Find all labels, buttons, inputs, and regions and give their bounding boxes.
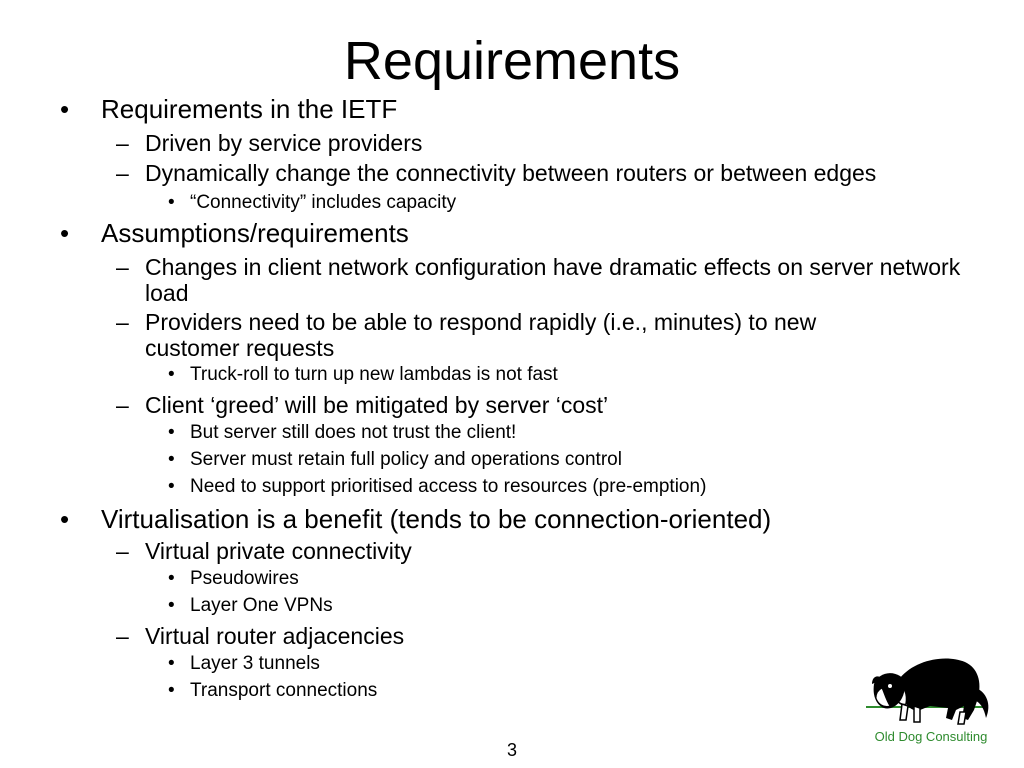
dash-marker: – [116,392,129,418]
bullet-level3 [168,595,968,617]
bullet-text: Layer 3 tunnels [190,653,320,674]
bullet-marker: • [168,364,175,385]
dash-marker: – [116,309,129,335]
bullet-level1 [60,94,960,124]
bullet-level1 [60,504,960,534]
bullet-marker: • [168,449,175,470]
bullet-text: Need to support prioritised access to resources (pre-emption) [190,476,707,497]
dash-marker: – [116,254,129,280]
bullet-level2 [116,392,966,418]
brand-name: Old Dog Consulting [874,729,988,744]
bullet-level2 [116,623,966,649]
bullet-marker: • [168,192,175,213]
bullet-level3 [168,680,968,702]
bullet-text: But server still does not trust the client! [190,422,517,443]
bullet-text: Driven by service providers [145,130,423,156]
bullet-marker: • [60,504,70,534]
bullet-text: “Connectivity” includes capacity [190,192,457,213]
bullet-level3 [168,476,968,498]
bullet-text: Virtual router adjacencies [145,623,405,649]
slide-title: Requirements [343,31,681,91]
bullet-text: Truck-roll to turn up new lambdas is not fast [190,364,558,385]
bullet-text: Providers need to be able to respond rapidly (i.e., minutes) to new customer requests [145,309,817,361]
dash-marker: – [116,623,129,649]
bullet-level3 [168,192,968,214]
bullet-level1 [60,218,960,248]
bullet-text: Requirements in the IETF [101,94,398,124]
bullet-level3 [168,653,968,675]
bullet-level3 [168,422,968,444]
bullet-level2 [116,309,926,361]
bullet-marker: • [168,595,175,616]
bullet-level3 [168,364,968,386]
page-number: 3 [506,740,517,760]
bullet-text: Transport connections [190,680,378,701]
bullet-marker: • [60,94,70,124]
bullet-marker: • [60,218,70,248]
bullet-marker: • [168,680,175,701]
bullet-text: Virtualisation is a benefit (tends to be connection-oriented) [101,504,772,534]
dash-marker: – [116,160,129,186]
bullet-level2 [116,254,966,306]
bullet-text: Server must retain full policy and operations control [190,449,622,470]
bullet-level2 [116,538,966,564]
bullet-text: Assumptions/requirements [101,218,409,248]
bullet-level2 [116,130,966,156]
bullet-level2 [116,160,976,186]
bullet-level3 [168,449,968,471]
dash-marker: – [116,538,129,564]
bullet-text: Virtual private connectivity [145,538,412,564]
bullet-text: Layer One VPNs [190,595,333,616]
dash-marker: – [116,130,129,156]
bullet-text: Dynamically change the connectivity between routers or between edges [145,160,877,186]
bullet-marker: • [168,476,175,497]
bullet-marker: • [168,568,175,589]
bullet-level3 [168,568,968,590]
bullet-text: Client ‘greed’ will be mitigated by server ‘cost’ [145,392,609,418]
bullet-text: Pseudowires [190,568,299,589]
bullet-marker: • [168,422,175,443]
bullet-text: Changes in client network configuration have dramatic effects on server network load [145,254,961,306]
bullet-marker: • [168,653,175,674]
